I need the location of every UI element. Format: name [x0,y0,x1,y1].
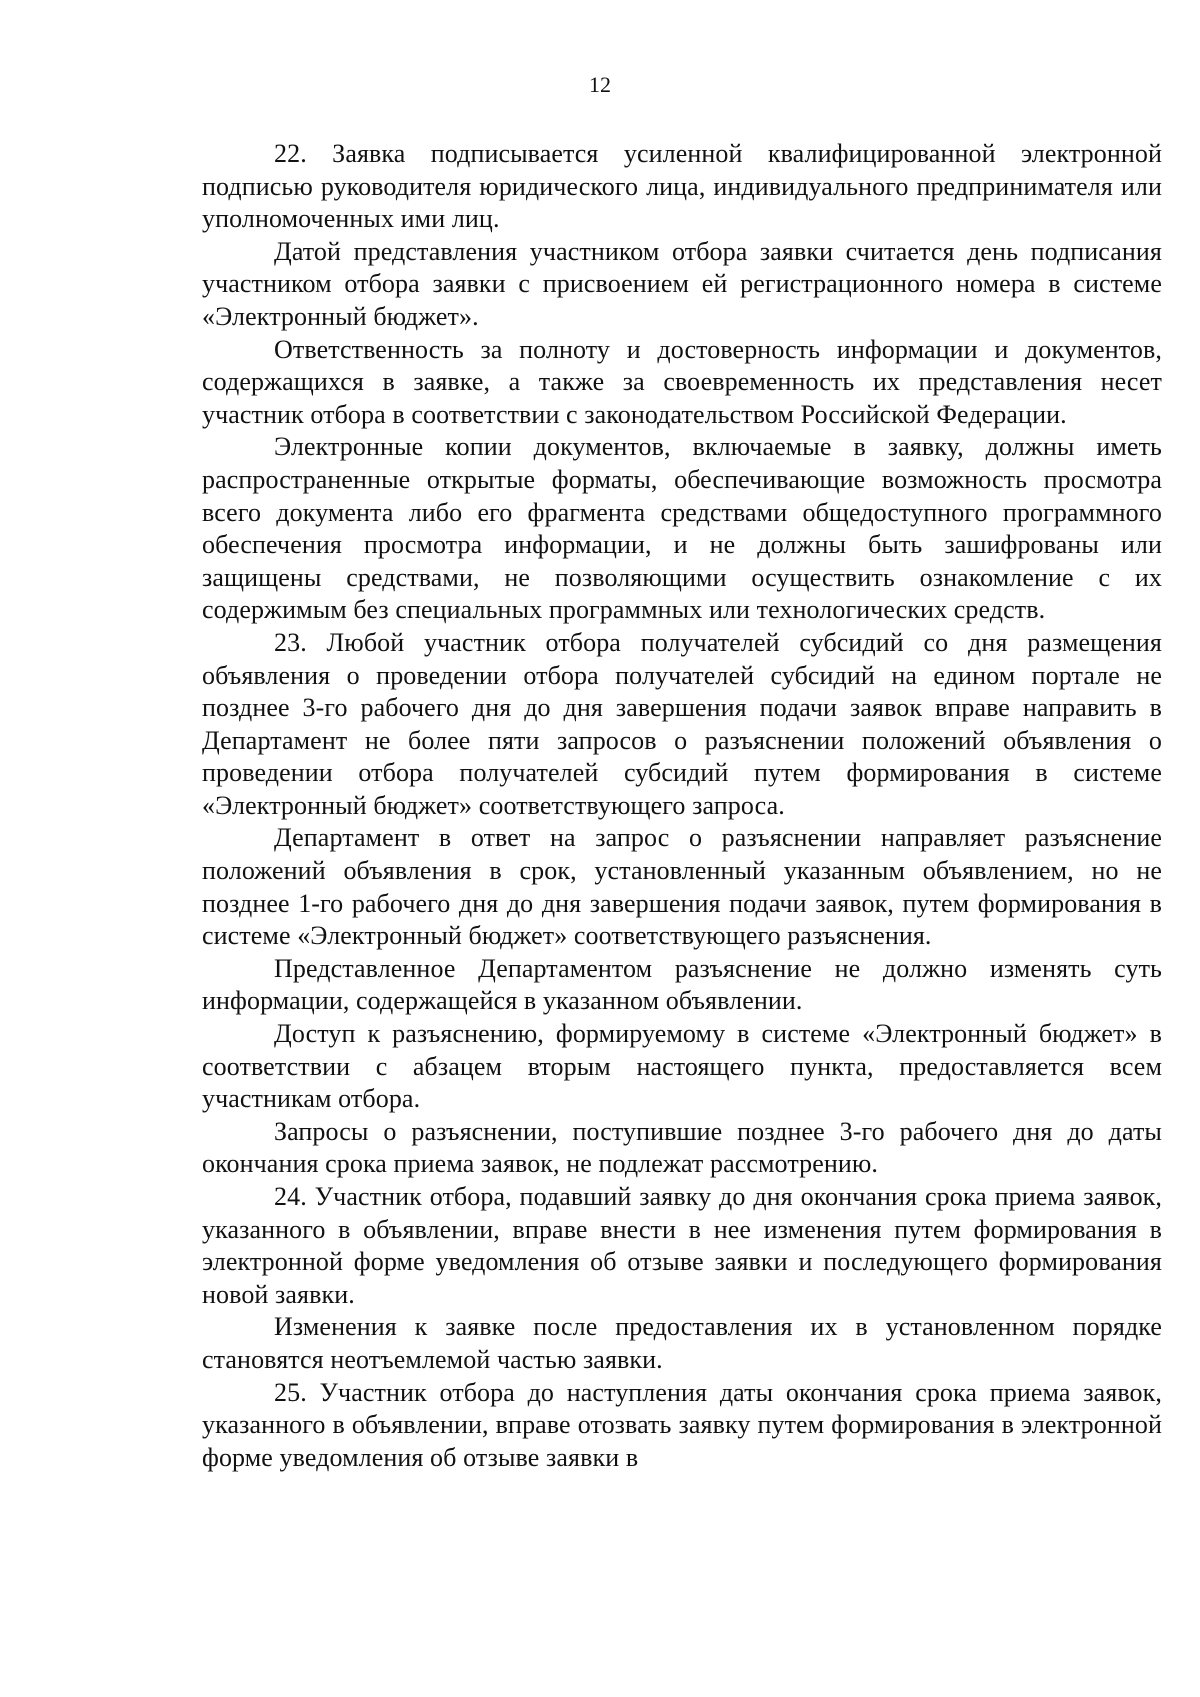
paragraph-changes-part-of-application: Изменения к заявке после предоставления их в установленном порядке становятся неотъемлемой частью заявки. [202,1312,1162,1374]
page-number: 12 [589,72,611,97]
paragraph-clarification-access: Доступ к разъяснению, формируемому в системе «Электронный бюджет» в соответствии с абзацем вторым настоящего пункта, предоставляется всем участникам отбора. [202,1019,1162,1114]
paragraph-24-application-changes: 24. Участник отбора, подавший заявку до дня окончания срока приема заявок, указанного в объявлении, вправе внести в нее изменения путем формирования в электронной форме уведомления об отзыве заявки и последующего формирования новой заявки. [202,1182,1162,1309]
paragraph-late-requests: Запросы о разъяснении, поступившие позднее 3-го рабочего дня до даты окончания срока приема заявок, не подлежат рассмотрению. [202,1116,1162,1179]
paragraph-submission-date: Датой представления участником отбора заявки считается день подписания участником отбора заявки с присвоением ей регистрационного номера в системе «Электронный бюджет». [202,236,1162,331]
document-body [202,138,1162,1474]
paragraph-23-clarification-requests: 23. Любой участник отбора получателей субсидий со дня размещения объявления о проведении отбора получателей субсидий на едином портале не позднее 3-го рабочего дня до дня завершения подачи заявок вправе направить в Департамент не более пяти запросов о разъяснении положений объявления о проведении отбора получателей субсидий путем формирования в системе «Электронный бюджет» соответствующего запроса. [202,627,1162,820]
paragraph-department-response: Департамент в ответ на запрос о разъяснении направляет разъяснение положений объявления в срок, установленный указанным объявлением, но не позднее 1-го рабочего дня до дня завершения подачи заявок, путем формирования в системе «Электронный бюджет» соответствующего разъяснения. [202,823,1162,951]
paragraph-electronic-copies: Электронные копии документов, включаемые в заявку, должны иметь распространенные открытые форматы, обеспечивающие возможность просмотра всего документа либо его фрагмента средствами общедоступного программного обеспечения просмотра информации, и не должны быть зашифрованы или защищены средствами, не позволяющими осуществить ознакомление с их содержимым без специальных программных или технологических средств. [202,432,1162,625]
paragraph-22-signature: 22. Заявка подписывается усиленной квалифицированной электронной подписью руководителя юридического лица, индивидуального предпринимателя или уполномоченных ими лиц. [202,139,1162,234]
paragraph-clarification-content: Представленное Департаментом разъяснение не должно изменять суть информации, содержащейся в указанном объявлении. [202,953,1162,1016]
paragraph-responsibility: Ответственность за полноту и достоверность информации и документов, содержащихся в заявке, а также за своевременность их представления несет участник отбора в соответствии с законодательством Российской Федерации. [202,334,1162,429]
paragraph-25-withdrawal: 25. Участник отбора до наступления даты окончания срока приема заявок, указанного в объявлении, вправе отозвать заявку путем формирования в электронной форме уведомления об отзыве заявки в [202,1377,1162,1472]
